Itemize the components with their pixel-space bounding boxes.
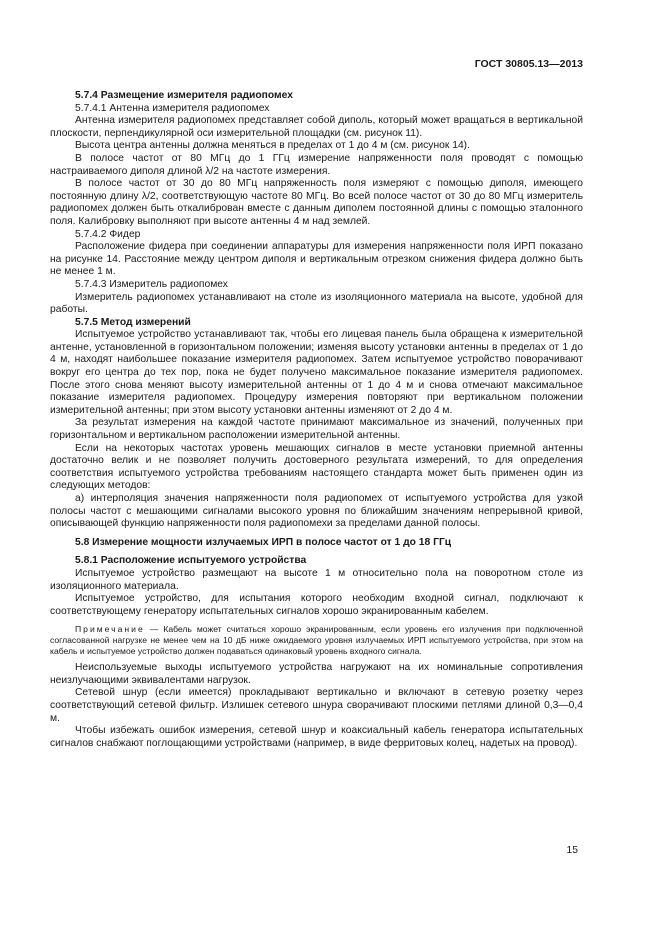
paragraph: Испытуемое устройство размещают на высоте 1 м относительно пола на поворотном столе из изоляционного материала. (50, 567, 583, 592)
paragraph: В полосе частот от 80 МГц до 1 ГГц измерение напряженности поля проводят с помощью настраиваемого диполя длиной λ/2 на частоте измерения. (50, 152, 583, 177)
note-text: Кабель может считаться хорошо экранированным, если уровень его излучения при подключенной согласованной нагрузке не менее чем на 10 дБ ниже ожидаемого уровня излучаемых ИРП испытуемого устройства, при этом на кабель и испытуемое устройство должен подаваться одинаковый уровень входного сигнала. (50, 624, 583, 656)
note (50, 624, 583, 656)
subsection-5-7-4-1-heading: 5.7.4.1 Антенна измерителя радиопомех (75, 102, 270, 114)
document-body (50, 90, 583, 750)
paragraph: Сетевой шнур (если имеется) прокладывают вертикально и включают в сетевую розетку через соответствующий сетевой фильтр. Излишек сетевого шнура сворачивают плоскими петлями длиной 0,3—0,4 м. (50, 687, 583, 724)
subsection-5-7-4-3-heading: 5.7.4.3 Измеритель радиопомех (75, 278, 228, 290)
paragraph: Если на некоторых частотах уровень мешающих сигналов в месте установки приемной антенны достаточно велик и не позволяет получить достоверного результата измерений, то для определения соответствия испытуемого устройства требованиям настоящего стандарта может быть применен один из следующих методов: (50, 442, 583, 492)
page-number: 15 (566, 845, 578, 856)
standard-header: ГОСТ 30805.13—2013 (474, 58, 583, 70)
paragraph: Измеритель радиопомех устанавливают на столе из изоляционного материала на высоте, удобной для работы. (50, 291, 583, 316)
paragraph: Антенна измерителя радиопомех представляет собой диполь, который может вращаться в вертикальной плоскости, перпендикулярной оси измерительной площадки (см. рисунок 11). (50, 115, 583, 139)
paragraph: Неиспользуемые выходы испытуемого устройства нагружают на их номинальные сопротивления неизлучающими эквивалентами нагрузок. (50, 662, 583, 686)
section-5-7-5-heading: 5.7.5 Метод измерений (75, 316, 191, 328)
list-item-a: а) интерполяция значения напряженности поля радиопомех от испытуемого устройства для узкой полосы частот с мешающими сигналами высокого уровня по ближайшим значениям непрерывной кривой, описывающей функцию напряженности поля радиопомехи за пределами данной полосы. (50, 493, 583, 530)
section-5-8-1-heading: 5.8.1 Расположение испытуемого устройства (75, 555, 307, 567)
section-5-8-heading: 5.8 Измерение мощности излучаемых ИРП в полосе частот от 1 до 18 ГГц (75, 536, 452, 548)
paragraph: Чтобы избежать ошибок измерения, сетевой шнур и коаксиальный кабель генератора испытательных сигналов снабжают поглощающими устройствами (например, в виде ферритовых колец, надетых на провод). (50, 725, 583, 749)
note-dash: — (144, 624, 164, 635)
subsection-5-7-4-2-heading: 5.7.4.2 Фидер (75, 228, 141, 240)
paragraph: Испытуемое устройство, для испытания которого необходим входной сигнал, подключают к соответствующему генератору испытательных сигналов хорошо экранированным кабелем. (50, 593, 583, 617)
section-5-7-4-heading: 5.7.4 Размещение измерителя радиопомех (75, 90, 293, 101)
paragraph: За результат измерения на каждой частоте принимают максимальное из значений, полученных при горизонтальном и вертикальном расположении измерительной антенны. (50, 417, 583, 442)
paragraph: Расположение фидера при соединении аппаратуры для измерения напряженности поля ИРП показано на рисунке 14. Расстояние между центром диполя и вертикальным отрезком снижения фидера должно быть не менее 1 м. (50, 241, 583, 278)
paragraph: В полосе частот от 30 до 80 МГц напряженность поля измеряют с помощью диполя, имеющего постоянную длину λ/2, соответствующую частоте 80 МГц. Во всей полосе частот от 30 до 80 МГц измеритель радиопомех должен быть откалиброван вместе с данным диполем постоянной длины с помощью эталонного поля. Калибровку выполняют при высоте антенны 4 м над землей. (50, 178, 583, 227)
paragraph: Высота центра антенны должна меняться в пределах от 1 до 4 м (см. рисунок 14). (75, 140, 470, 152)
paragraph: Испытуемое устройство устанавливают так, чтобы его лицевая панель была обращена к измерительной антенне, установленной в горизонтальном положении; изменяя высоту установки антенны в пределах от 1 до 4 м, находят наибольшее показание измерителя радиопомех. Затем испытуемое устройство поворачивают вокруг его центра до тех пор, пока не будет получено максимальное показание измерителя радиопомех. После этого снова меняют высоту измерительной антенны от 1 до 4 м и снова отмечают максимальное показание измерителя радиопомех. Процедуру измерения повторяют при вертикальном положении измерительной антенны; при этом высоту установки антенны изменяют от 2 до 4 м. (50, 329, 583, 416)
note-label: Примечание (75, 624, 145, 635)
